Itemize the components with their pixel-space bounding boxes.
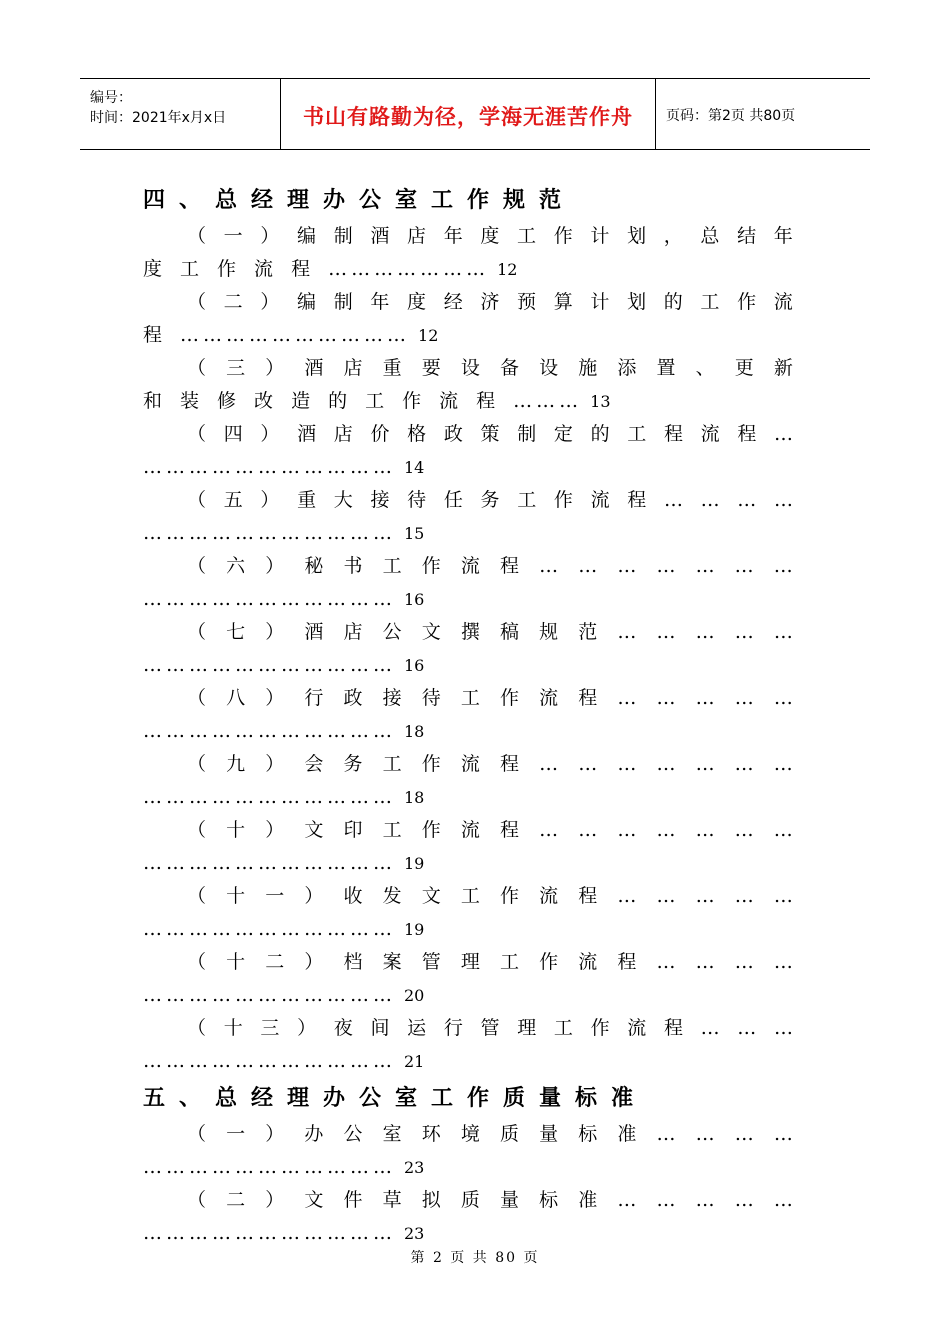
toc-entry-leader xyxy=(143,1045,793,1078)
toc-entry-title: （ 二 ） 文 件 草 拟 质 量 标 准 … … … … … xyxy=(187,1189,793,1211)
toc-page-number: 12 xyxy=(497,260,518,279)
toc-entry xyxy=(143,1184,793,1250)
section-4-title: 四、总经理办公室工作规范 xyxy=(143,187,576,213)
section-5-title: 五、总经理办公室工作质量标准 xyxy=(143,1085,648,1111)
dot-leader: …………………………… xyxy=(143,1156,396,1178)
toc-entry-title: （ 七 ） 酒 店 公 文 撰 稿 规 范 … … … … … xyxy=(187,621,793,643)
toc-page-number: 16 xyxy=(404,590,425,609)
dot-leader: …………………………… xyxy=(143,1222,396,1244)
toc-page-number: 14 xyxy=(404,458,425,477)
toc-entry xyxy=(143,946,793,1012)
toc-entry xyxy=(143,1118,793,1184)
section-5-entries xyxy=(143,1118,793,1250)
toc-entry xyxy=(143,682,793,748)
toc-entry-title: （ 四 ） 酒 店 价 格 政 策 制 定 的 工 程 流 程 … xyxy=(187,423,793,445)
toc-page-number: 21 xyxy=(404,1052,425,1071)
toc-entry xyxy=(143,352,793,418)
toc-entry-leader xyxy=(143,1151,793,1184)
header-info-cell xyxy=(80,79,281,149)
header-motto: 书山有路勤为径，学海无涯苦作舟 xyxy=(303,105,633,129)
toc-entry-leader: 程 ………………………… 12 xyxy=(143,319,793,352)
toc-page-number: 16 xyxy=(404,656,425,675)
toc-entry-title: （ 八 ） 行 政 接 待 工 作 流 程 … … … … … xyxy=(187,687,793,709)
toc-entry-title: （ 六 ） 秘 书 工 作 流 程 … … … … … … … xyxy=(187,555,793,577)
toc-entry-leader xyxy=(143,517,793,550)
toc-page-number: 20 xyxy=(404,986,425,1005)
dot-leader: …………………………… xyxy=(143,852,396,874)
page-header xyxy=(80,78,870,150)
dot-leader: ………………… xyxy=(328,258,490,280)
toc-page-number: 23 xyxy=(404,1158,425,1177)
toc-entry-leader xyxy=(143,715,793,748)
toc-entry-leader xyxy=(143,451,793,484)
toc-page-number: 18 xyxy=(404,788,425,807)
dot-leader: …………………………… xyxy=(143,522,396,544)
toc-page-number: 15 xyxy=(404,524,425,543)
toc-entry-leader xyxy=(143,1217,793,1250)
toc-entry-title: （ 九 ） 会 务 工 作 流 程 … … … … … … … xyxy=(187,753,793,775)
document-number: 编号： xyxy=(90,90,132,106)
toc-entry-title: （ 二 ） 编 制 年 度 经 济 预 算 计 划 的 工 作 流 xyxy=(187,291,793,313)
toc-entry xyxy=(143,1012,793,1078)
toc-entry-leader xyxy=(143,649,793,682)
dot-leader: …………………………… xyxy=(143,654,396,676)
table-of-contents xyxy=(143,180,793,1250)
section-4-entries xyxy=(143,220,793,1078)
page-footer: 第 2 页 共 80 页 xyxy=(410,1250,540,1266)
toc-entry xyxy=(143,286,793,352)
toc-entry-title: （ 十 三 ） 夜 间 运 行 管 理 工 作 流 程 … … … xyxy=(187,1017,793,1039)
toc-entry xyxy=(143,220,793,286)
dot-leader: …………………………… xyxy=(143,786,396,808)
toc-entry-title: （ 一 ） 编 制 酒 店 年 度 工 作 计 划 ， 总 结 年 xyxy=(187,225,793,247)
toc-entry xyxy=(143,616,793,682)
dot-leader: ……… xyxy=(513,390,583,412)
toc-entry-title: （ 十 二 ） 档 案 管 理 工 作 流 程 … … … … xyxy=(187,951,793,973)
toc-entry-leader xyxy=(143,781,793,814)
header-page-number: 页码：第2页 共80页 xyxy=(666,108,796,124)
toc-entry-leader: 度 工 作 流 程 ………………… 12 xyxy=(143,253,793,286)
toc-entry-leader: 和 装 修 改 造 的 工 作 流 程 ……… 13 xyxy=(143,385,793,418)
toc-entry xyxy=(143,550,793,616)
toc-page-number: 19 xyxy=(404,920,425,939)
toc-entry-title: （ 十 一 ） 收 发 文 工 作 流 程 … … … … … xyxy=(187,885,793,907)
toc-entry-leader xyxy=(143,583,793,616)
toc-page-number: 19 xyxy=(404,854,425,873)
toc-entry xyxy=(143,418,793,484)
toc-page-number: 12 xyxy=(418,326,439,345)
document-time: 时间：2021年x月x日 xyxy=(90,110,227,126)
toc-page-number: 18 xyxy=(404,722,425,741)
toc-page-number: 23 xyxy=(404,1224,425,1243)
dot-leader: …………………………… xyxy=(143,1050,396,1072)
toc-entry-leader xyxy=(143,847,793,880)
toc-entry-leader xyxy=(143,979,793,1012)
toc-entry-title: （ 一 ） 办 公 室 环 境 质 量 标 准 … … … … xyxy=(187,1123,793,1145)
dot-leader: …………………………… xyxy=(143,720,396,742)
dot-leader: …………………………… xyxy=(143,588,396,610)
dot-leader: …………………………… xyxy=(143,984,396,1006)
toc-page-number: 13 xyxy=(590,392,611,411)
header-motto-cell xyxy=(281,79,656,149)
toc-entry-leader xyxy=(143,913,793,946)
toc-entry xyxy=(143,748,793,814)
dot-leader: …………………………… xyxy=(143,456,396,478)
toc-entry-title: （ 三 ） 酒 店 重 要 设 备 设 施 添 置 、 更 新 xyxy=(187,357,793,379)
toc-entry-title: （ 五 ） 重 大 接 待 任 务 工 作 流 程 … … … … xyxy=(187,489,793,511)
toc-entry xyxy=(143,484,793,550)
dot-leader: ………………………… xyxy=(180,324,411,346)
toc-entry-title: （ 十 ） 文 印 工 作 流 程 … … … … … … … xyxy=(187,819,793,841)
toc-entry xyxy=(143,880,793,946)
toc-entry xyxy=(143,814,793,880)
header-page-cell xyxy=(656,79,870,149)
dot-leader: …………………………… xyxy=(143,918,396,940)
